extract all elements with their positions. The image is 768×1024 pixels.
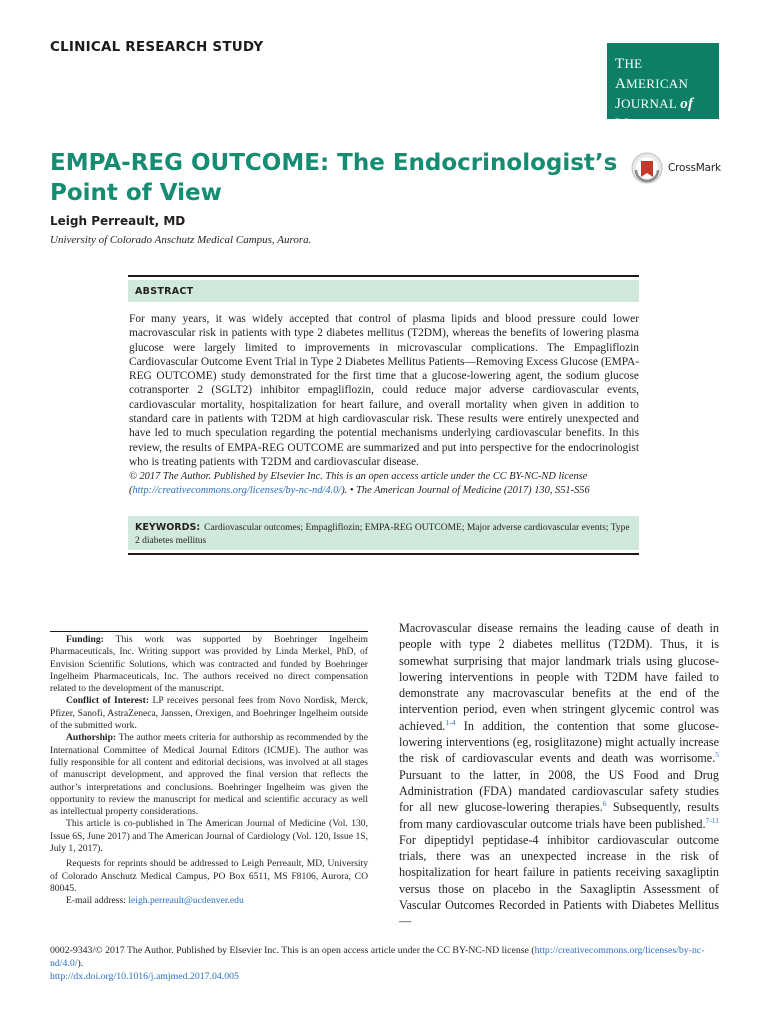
crossmark-label: CrossMark [668, 162, 721, 174]
authorship-label: Authorship: [66, 732, 117, 744]
keywords-list: Cardiovascular outcomes; Empagliflozin; EMPA-REG OUTCOME; Major adverse cardiovascular events; Type 2 diabetes mellitus [135, 523, 630, 546]
author-affiliation: University of Colorado Anschutz Medical Campus, Aurora. [50, 234, 312, 246]
body-text: For dipeptidyl peptidase-4 inhibitor cardiovascular outcome trials, there was an unexpected increase in the risk of hospitalization for heart failure in patients receiving saxagliptin versus those on placebo in the Saxagliptin Assessment of Vascular Outcomes Recorded in Patients with Diabetes Mellitus— [399, 832, 719, 929]
logo-text: J [615, 96, 622, 112]
logo-text: of [680, 96, 694, 112]
logo-text: A [615, 76, 627, 92]
funding-text: This work was supported by Boehringer Ingelheim Pharmaceuticals, Inc. Writing support was provided by Linda Merkel, PhD, of Envision Scientific Solutions, which was contracted and funded by Boehringer Ingelheim Pharmaceuticals, Inc. The authors received no direct compensation related to the development of the manuscript. [50, 634, 368, 695]
license-link[interactable]: http://creativecommons.org/licenses/by-nc-nd/4.0/ [132, 485, 342, 497]
journal-logo [607, 43, 719, 132]
author-name: Leigh Perreault, MD [50, 214, 186, 228]
citation-text: ). • The American Journal of Medicine (2017) 130, S51-S56 [341, 485, 590, 497]
copublished-note: This article is co-published in The American Journal of Medicine (Vol. 130, Issue 6S, June 2017) and The American Journal of Cardiology (Vol. 120, Issue 1S, July 1, 2017). [50, 818, 368, 855]
body-paragraph [399, 620, 719, 930]
abstract-body: For many years, it was widely accepted that control of plasma lipids and blood pressure could lower macrovascular risk in patients with type 2 diabetes mellitus (T2DM), whereas the benefits of lowering plasma glucose were largely limited to improvements in microvascular complications. The Empagliflozin Cardiovascular Outcome Event Trial in Type 2 Diabetes Mellitus Patients—Removing Excess Glucose (EMPA-REG OUTCOME) study demonstrated for the first time that a glucose-lowering agent, the sodium glucose cotransporter 2 (SGLT2) inhibitor empagliflozin, could reduce major adverse cardiovascular events, cardiovascular mortality, hospitalization for heart failure, and overall mortality when given in addition to standard care in patients with T2DM at high cardiovascular risk. These results were entirely unexpected and have led to much speculation regarding the potential mechanisms underlying cardiovascular benefits. In this review, the results of EMPA-REG OUTCOME are summarized and put into perspective for the endocrinologist who is treating patients with T2DM and cardiovascular disease. [129, 313, 639, 468]
email-note [50, 895, 368, 907]
abstract-section [128, 275, 639, 555]
logo-text: EDICINE [628, 116, 683, 131]
article-title: EMPA-REG OUTCOME: The Endocrinologist’s Point of View [50, 150, 618, 206]
logo-text: T [615, 56, 625, 72]
conflict-note [50, 695, 368, 732]
page-footer [50, 944, 720, 983]
issn-text: 0002-9343/© 2017 The Author. Published by Elsevier Inc. This is an open access article under the CC BY-NC-ND license ( [50, 945, 535, 956]
issn-suffix: ). [77, 958, 84, 969]
reference-link[interactable]: 6 [602, 799, 607, 809]
reference-link[interactable]: 1-4 [445, 717, 456, 727]
logo-text: M [615, 116, 629, 132]
conflict-text: LP receives personal fees from Novo Nordisk, Merck, Pfizer, Sanofi, AstraZeneca, Janssen, Orexigen, and Boehringer Ingelheim outside of the submitted work. [50, 695, 368, 732]
abstract-heading: ABSTRACT [128, 280, 639, 302]
email-label: E-mail address: [66, 895, 126, 907]
keywords-label: KEYWORDS: [135, 522, 201, 533]
body-text: Macrovascular disease remains the leading cause of death in people with type 2 diabetes mellitus (T2DM). Thus, it is somewhat surprising that major landmark trials using glucose-lowering interventions in people with T2DM have failed to demonstrate any macrovascular benefits at the end of the intervention period, even when stringent glycemic control was achieved. [399, 621, 719, 733]
copyright-text: © 2017 The Author. Published by Elsevier Inc. This is an open access article under the CC BY-NC-ND license ( [129, 471, 588, 497]
authorship-note [50, 732, 368, 818]
crossmark-button[interactable] [631, 150, 721, 186]
logo-text: OURNAL [621, 96, 681, 111]
body-text: In addition, the contention that some glucose-lowering interventions (eg, rosiglitazone) might actually increase the risk of cardiovascular events and death was worrisome. [399, 718, 719, 766]
email-link[interactable]: leigh.perreault@ucdenver.edu [128, 895, 244, 907]
license-link[interactable]: http://creativecommons.org/licenses/by-nc-nd/4.0/ [50, 945, 705, 969]
authorship-text: The author meets criteria for authorship as recommended by the International Committee of Medical Journal Editors (ICMJE). The author was fully responsible for all content and editorial decisions, was involved at all stages of manuscript development, and approved the final version that reflects the author’s interpretations and conclusions. Boehringer Ingelheim was given the opportunity to review the manuscript for medical and scientific accuracy as well as intellectual property considerations. [50, 732, 368, 818]
crossmark-icon [631, 152, 663, 184]
footnotes [50, 631, 368, 908]
conflict-label: Conflict of Interest: [66, 695, 150, 707]
doi-link[interactable]: http://dx.doi.org/10.1016/j.amjmed.2017.04.005 [50, 971, 239, 982]
section-label: CLINICAL RESEARCH STUDY [50, 39, 264, 55]
reference-link[interactable]: 5 [715, 750, 719, 760]
reference-link[interactable]: 7-11 [705, 815, 719, 825]
logo-text: MERICAN [626, 76, 689, 91]
abstract-copyright [129, 470, 639, 499]
reprints-note: Requests for reprints should be addressed to Leigh Perreault, MD, University of Colorado Anschutz Medical Campus, PO Box 6511, MS F8106, Aurora, CO 80045. [50, 858, 368, 894]
funding-label: Funding: [66, 634, 104, 645]
funding-note [50, 634, 368, 695]
logo-text: HE [624, 56, 643, 71]
keywords-box [128, 516, 639, 550]
logo-text: ® [682, 120, 690, 130]
body-text: Subsequently, results from many cardiovascular outcome trials have been published. [399, 800, 719, 831]
body-text: Pursuant to the latter, in 2008, the US Food and Drug Administration (FDA) mandated cardiovascular safety studies for all new glucose-lowering therapies. [399, 767, 719, 815]
